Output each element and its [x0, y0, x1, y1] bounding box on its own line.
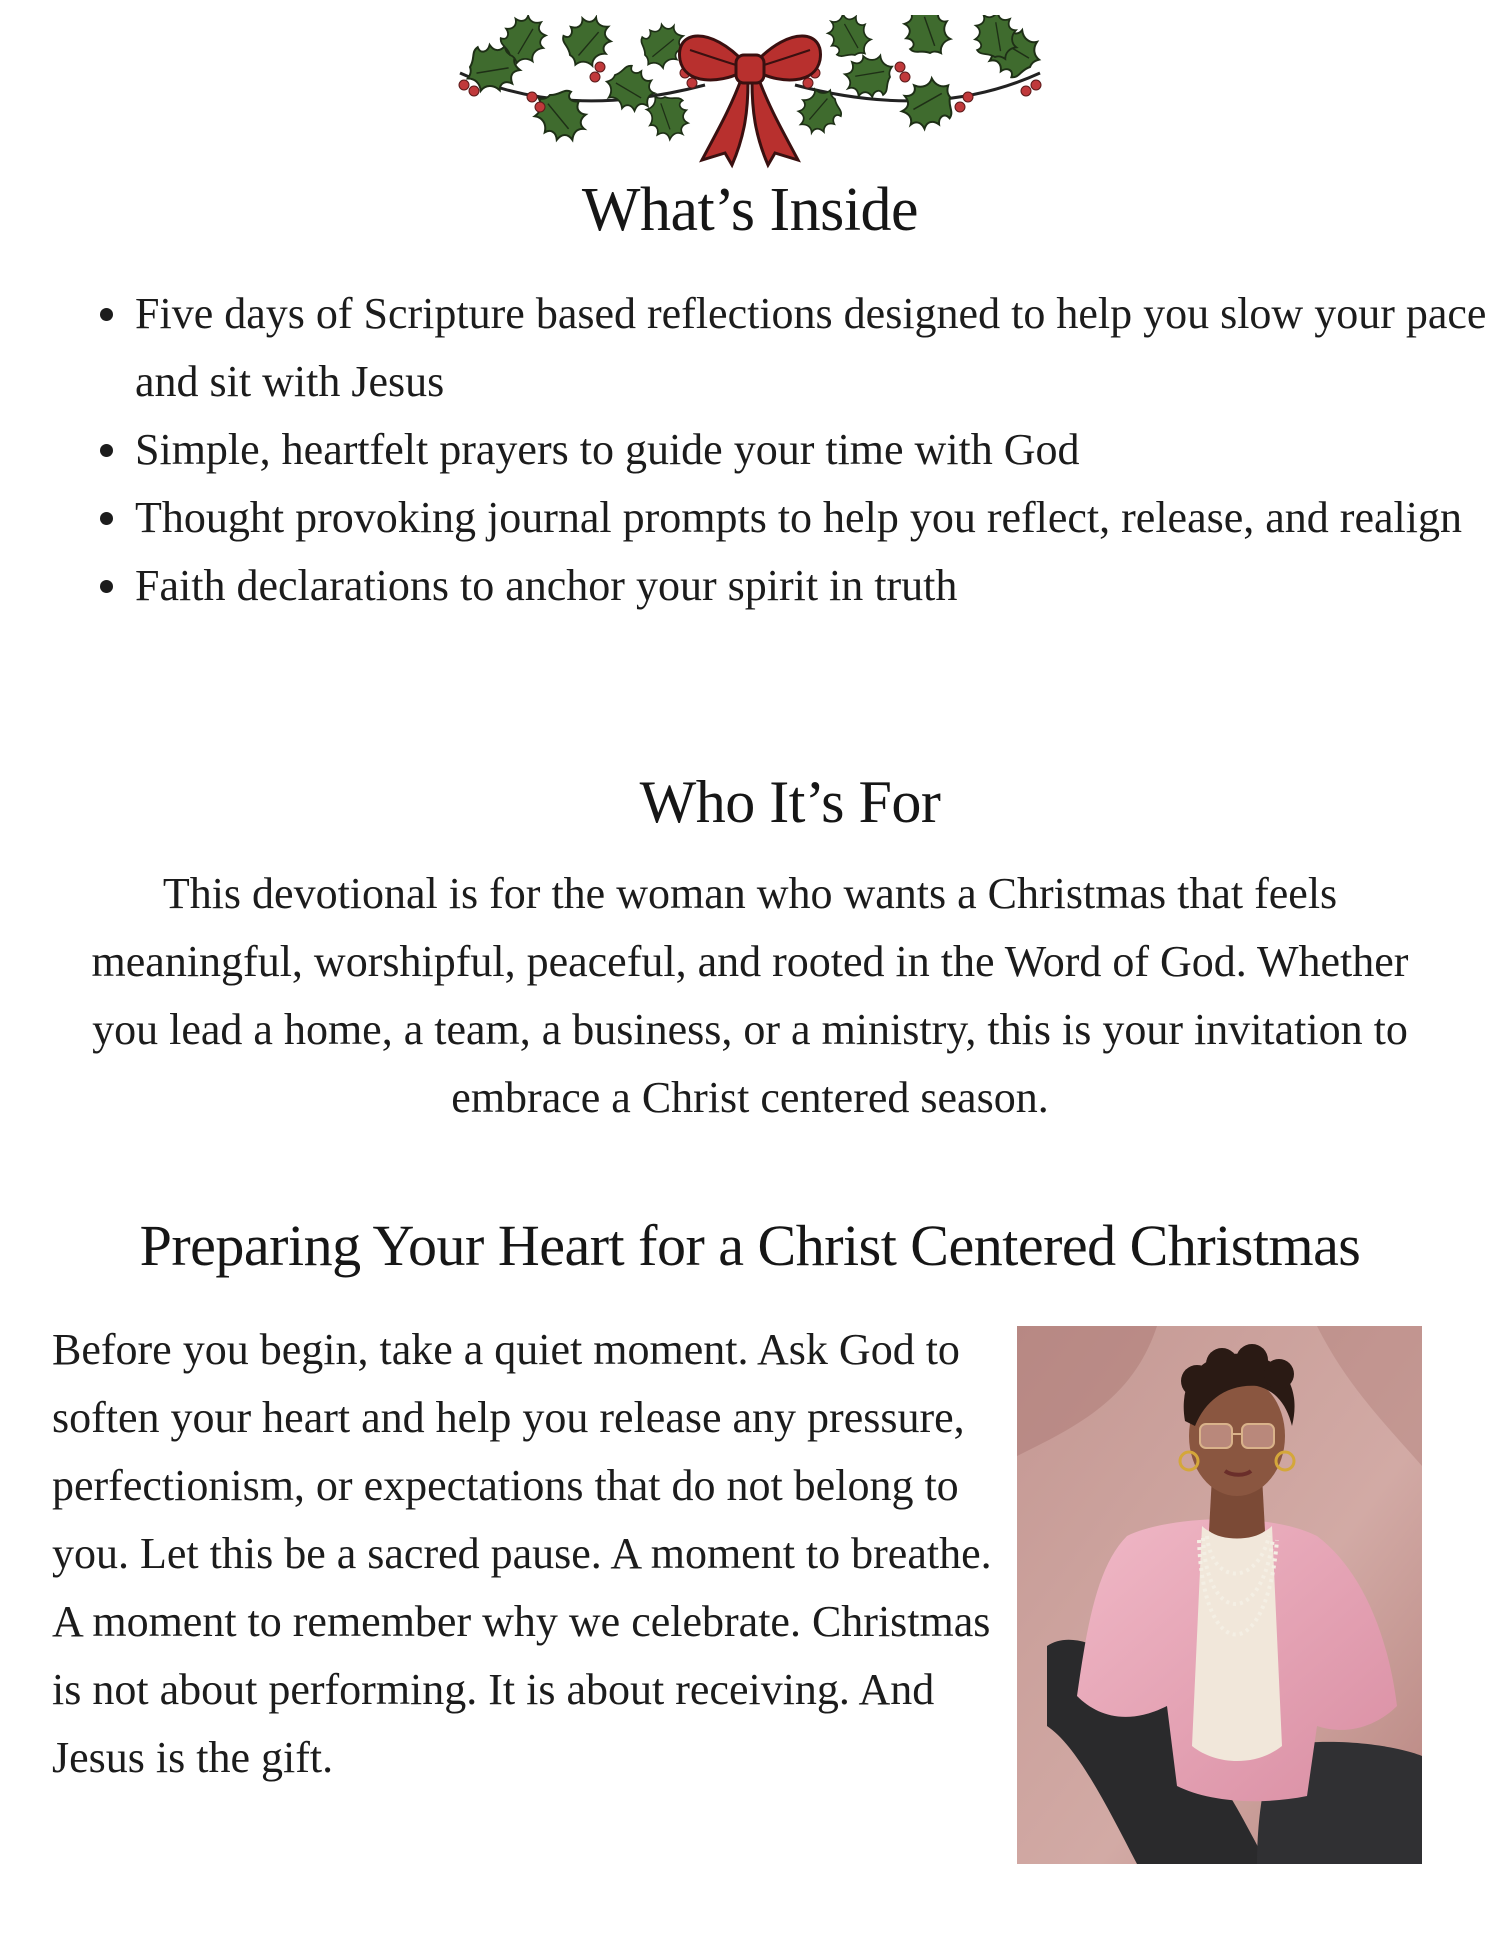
woman-portrait-photo [1017, 1326, 1422, 1864]
whats-inside-heading: What’s Inside [581, 176, 919, 244]
list-item: • Five days of Scripture based reflections designed to help you slow your pace and sit with Jesus [133, 280, 1493, 416]
preparing-heart-heading: Preparing Your Heart for a Christ Centered Christmas [139, 1213, 1361, 1278]
list-item: • Thought provoking journal prompts to help you reflect, release, and realign [133, 484, 1493, 552]
list-item: • Simple, heartfelt prayers to guide your time with God [133, 416, 1493, 484]
whats-inside-list [95, 280, 1493, 620]
list-item: • Faith declarations to anchor your spirit in truth [133, 552, 1493, 620]
who-its-for-body: This devotional is for the woman who wants a Christmas that feels meaningful, worshipful, peaceful, and rooted in the Word of God. Whether you lead a home, a team, a business, or a ministry, this is your invitation to embrace a Christ centered season. [91, 869, 1409, 1122]
holly-garland-decoration [440, 15, 1060, 175]
preparing-heart-body: Before you begin, take a quiet moment. Ask God to soften your heart and help you release any pressure, perfectionism, or expectations that do not belong to you. Let this be a sacred pause. A moment to breathe. A moment to remember why we celebrate. Christmas is not about performing. It is about receiving. And Jesus is the gift. [52, 1325, 992, 1782]
who-its-for-heading: Who It’s For [639, 769, 941, 835]
